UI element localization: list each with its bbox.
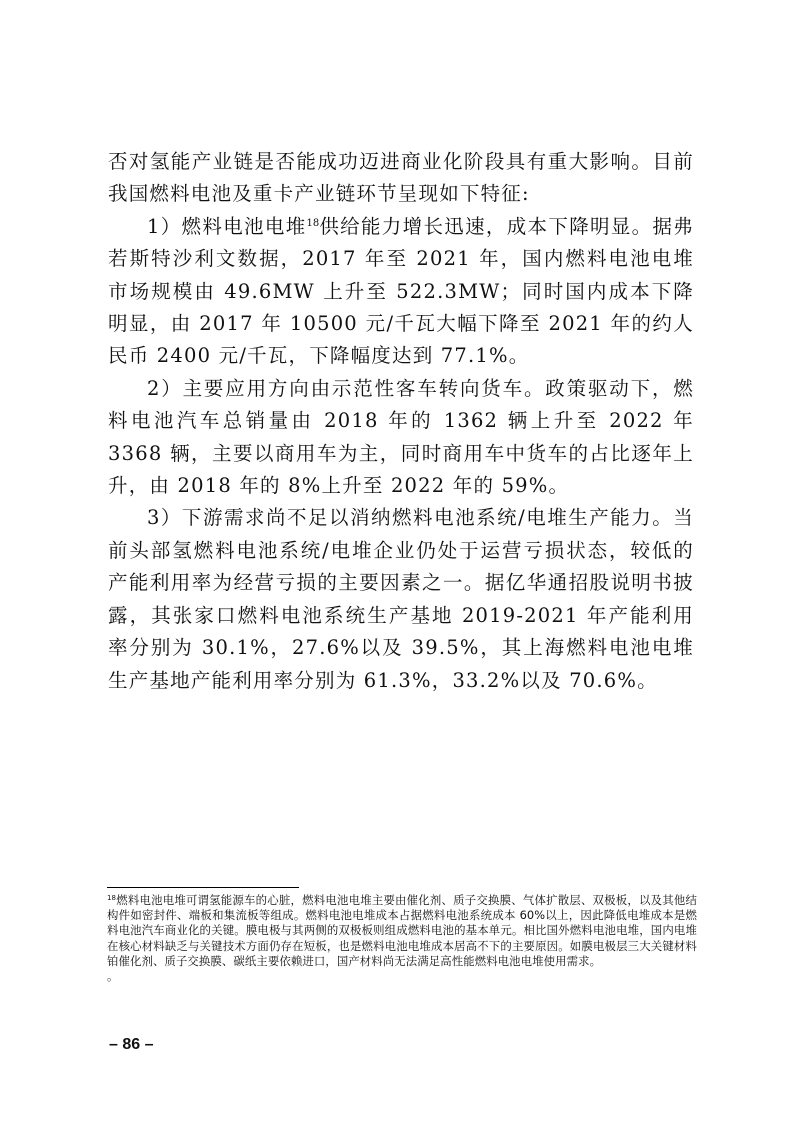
footnote-separator: [107, 887, 299, 888]
point-1-body: 供给能力增长迅速，成本下降明显。据弗若斯特沙利文数据，2017 年至 2021 年，国内燃料电池电堆市场规模由 49.6MW 上升至 522.3MW；同时国内成本下降明显，由 2017 年 10500 元/千瓦大幅下降至 2021 年的约人民币 2400 元/千瓦，下降幅度达到 77.1%。: [108, 214, 694, 368]
footnote-reference[interactable]: 18: [306, 217, 320, 229]
paragraph-point-1: [108, 211, 694, 373]
point-1-heading: 1）燃料电池电堆: [147, 214, 307, 238]
paragraph-point-2: 2）主要应用方向由示范性客车转向货车。政策驱动下，燃料电池汽车总销量由 2018 年的 1362 辆上升至 2022 年 3368 辆，主要以商用车为主，同时商用车中货车的占比逐年上升，由 2018 年的 8%上升至 2022 年的 59%。: [108, 376, 694, 498]
footnote: [107, 893, 697, 984]
footnote-text: 燃料电池电堆可谓氢能源车的心脏，燃料电池电堆主要由催化剂、质子交换膜、气体扩散层、双极板，以及其他结构件如密封件、端板和集流板等组成。燃料电池电堆成本占据燃料电池系统成本 60%以上，因此降低电堆成本是燃料电池汽车商业化的关键。膜电极与其两侧的双极板则组成燃料电池的基本单元。相比国外燃料电池电堆，国内电堆在核心材料缺乏与关键技术方面仍存在短板，也是燃料电池电堆成本居高不下的主要原因。如膜电极层三大关键材料铂催化剂、质子交换膜、碳纸主要依赖进口，国产材料尚无法满足高性能燃料电池电堆使用需求。: [107, 893, 697, 968]
footnote-trailing: 。: [107, 969, 119, 984]
page-number: – 86 –: [109, 1036, 154, 1053]
footnote-mark: 18: [107, 894, 117, 902]
paragraph-point-3: 3）下游需求尚不足以消纳燃料电池系统/电堆生产能力。当前头部氢燃料电池系统/电堆企业仍处于运营亏损状态，较低的产能利用率为经营亏损的主要因素之一。据亿华通招股说明书披露，其张家口燃料电池系统生产基地 2019-2021 年产能利用率分别为 30.1%，27.6%以及 39.5%，其上海燃料电池电堆生产基地产能利用率分别为 61.3%，33.2%以及 70.6%。: [108, 506, 694, 692]
body-text: [108, 146, 694, 697]
paragraph-intro: 否对氢能产业链是否能成功迈进商业化阶段具有重大影响。目前我国燃料电池及重卡产业链环节呈现如下特征:: [108, 150, 694, 206]
